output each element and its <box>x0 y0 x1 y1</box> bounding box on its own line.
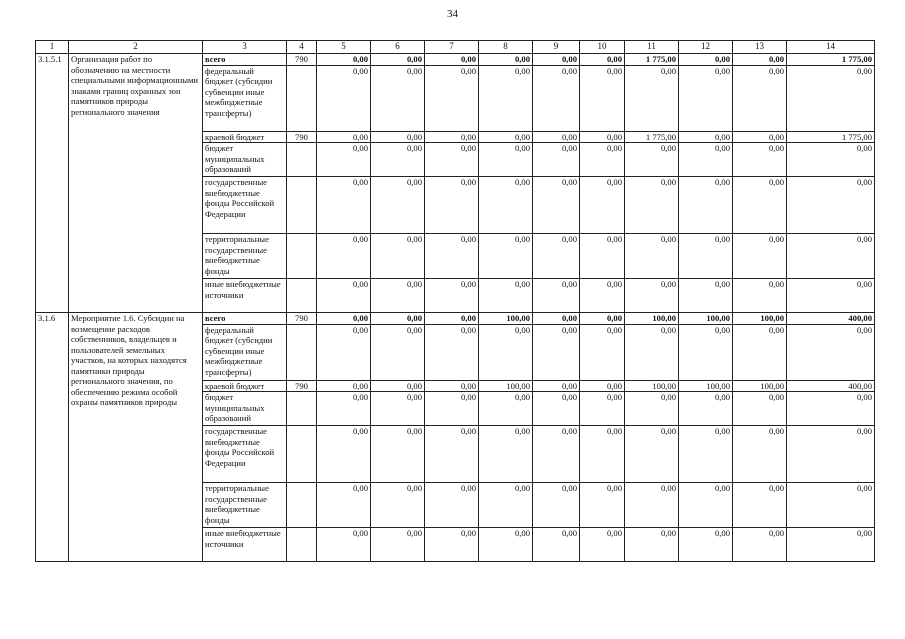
header-cell: 11 <box>625 41 679 54</box>
header-cell: 8 <box>479 41 533 54</box>
amount-cell: 0,00 <box>479 131 533 143</box>
amount-cell: 0,00 <box>425 380 479 392</box>
amount-cell: 0,00 <box>580 65 625 131</box>
amount-cell: 0,00 <box>425 392 479 426</box>
amount-cell: 0,00 <box>580 483 625 528</box>
amount-cell: 0,00 <box>371 143 425 177</box>
amount-cell: 0,00 <box>679 54 733 66</box>
amount-cell: 0,00 <box>733 279 787 313</box>
amount-cell: 0,00 <box>479 279 533 313</box>
amount-cell: 0,00 <box>580 528 625 562</box>
amount-cell: 0,00 <box>733 483 787 528</box>
amount-cell: 0,00 <box>425 143 479 177</box>
amount-cell: 0,00 <box>371 65 425 131</box>
budget-code <box>287 483 317 528</box>
amount-cell: 0,00 <box>733 426 787 483</box>
budget-code <box>287 143 317 177</box>
amount-cell: 0,00 <box>533 528 580 562</box>
budget-code <box>287 426 317 483</box>
amount-cell: 0,00 <box>371 380 425 392</box>
measure-index: 3.1.6 <box>36 313 69 562</box>
header-row <box>36 41 875 54</box>
amount-cell: 0,00 <box>679 177 733 234</box>
header-cell: 9 <box>533 41 580 54</box>
amount-cell: 0,00 <box>733 177 787 234</box>
amount-cell: 0,00 <box>625 324 679 380</box>
budget-code <box>287 528 317 562</box>
amount-cell: 0,00 <box>479 324 533 380</box>
measure-index: 3.1.5.1 <box>36 54 69 313</box>
amount-cell: 0,00 <box>425 234 479 279</box>
amount-cell: 0,00 <box>733 528 787 562</box>
page-number: 34 <box>447 8 458 20</box>
amount-cell: 0,00 <box>371 54 425 66</box>
amount-cell: 0,00 <box>479 392 533 426</box>
amount-cell: 0,00 <box>625 483 679 528</box>
budget-code <box>287 392 317 426</box>
header-cell: 13 <box>733 41 787 54</box>
amount-cell: 0,00 <box>679 392 733 426</box>
amount-cell: 0,00 <box>625 426 679 483</box>
amount-cell: 0,00 <box>580 313 625 325</box>
amount-cell: 0,00 <box>317 131 371 143</box>
budget-code: 790 <box>287 131 317 143</box>
amount-cell: 0,00 <box>679 426 733 483</box>
amount-cell: 0,00 <box>733 324 787 380</box>
budget-code <box>287 234 317 279</box>
amount-cell: 0,00 <box>425 313 479 325</box>
amount-cell: 0,00 <box>625 279 679 313</box>
amount-cell: 0,00 <box>371 426 425 483</box>
header-cell: 3 <box>203 41 287 54</box>
amount-cell: 0,00 <box>425 54 479 66</box>
amount-cell: 0,00 <box>371 234 425 279</box>
measure-name: Мероприятие 1.6. Субсидии на возмещение расходов собственников, владельцев и пользователей земельных участков, на которых находятся памятники природы регионального значения, по обеспечению режима особой охраны памятников природы <box>69 313 203 562</box>
measure-name: Организация работ по обозначению на местности специальными информационными знаками границ охранных зон памятников природы регионального значения <box>69 54 203 313</box>
amount-cell: 0,00 <box>533 65 580 131</box>
amount-cell: 0,00 <box>580 426 625 483</box>
amount-cell: 0,00 <box>533 143 580 177</box>
amount-cell: 0,00 <box>787 392 875 426</box>
amount-cell: 0,00 <box>679 131 733 143</box>
amount-cell: 0,00 <box>371 279 425 313</box>
header-cell: 4 <box>287 41 317 54</box>
amount-cell: 0,00 <box>580 380 625 392</box>
amount-cell: 0,00 <box>733 234 787 279</box>
amount-cell: 0,00 <box>679 143 733 177</box>
amount-cell: 0,00 <box>317 279 371 313</box>
amount-cell: 0,00 <box>679 528 733 562</box>
funding-source: краевой бюджет <box>203 131 287 143</box>
amount-cell: 0,00 <box>371 177 425 234</box>
amount-cell: 0,00 <box>580 392 625 426</box>
amount-cell: 0,00 <box>625 392 679 426</box>
amount-cell: 0,00 <box>679 483 733 528</box>
amount-cell: 0,00 <box>679 279 733 313</box>
amount-cell: 100,00 <box>733 380 787 392</box>
amount-cell: 0,00 <box>533 177 580 234</box>
header-cell: 5 <box>317 41 371 54</box>
amount-cell: 0,00 <box>733 131 787 143</box>
table-row <box>36 54 875 66</box>
funding-source: федеральный бюджет (субсидии субвенции иные межбюджетные трансферты) <box>203 65 287 131</box>
amount-cell: 1 775,00 <box>625 131 679 143</box>
amount-cell: 0,00 <box>425 324 479 380</box>
amount-cell: 0,00 <box>580 54 625 66</box>
amount-cell: 0,00 <box>425 483 479 528</box>
amount-cell: 0,00 <box>733 392 787 426</box>
budget-code: 790 <box>287 54 317 66</box>
amount-cell: 0,00 <box>787 177 875 234</box>
amount-cell: 0,00 <box>533 234 580 279</box>
amount-cell: 0,00 <box>625 143 679 177</box>
amount-cell: 0,00 <box>371 392 425 426</box>
amount-cell: 0,00 <box>479 528 533 562</box>
funding-source: краевой бюджет <box>203 380 287 392</box>
funding-source: бюджет муниципальных образований <box>203 392 287 426</box>
amount-cell: 1 775,00 <box>625 54 679 66</box>
budget-code <box>287 65 317 131</box>
amount-cell: 0,00 <box>580 143 625 177</box>
header-cell: 12 <box>679 41 733 54</box>
amount-cell: 0,00 <box>580 234 625 279</box>
amount-cell: 0,00 <box>580 324 625 380</box>
header-cell: 7 <box>425 41 479 54</box>
amount-cell: 0,00 <box>533 380 580 392</box>
amount-cell: 0,00 <box>317 54 371 66</box>
amount-cell: 0,00 <box>317 177 371 234</box>
amount-cell: 0,00 <box>317 392 371 426</box>
amount-cell: 0,00 <box>425 177 479 234</box>
amount-cell: 0,00 <box>580 177 625 234</box>
amount-cell: 0,00 <box>371 324 425 380</box>
amount-cell: 0,00 <box>580 131 625 143</box>
amount-cell: 0,00 <box>533 54 580 66</box>
amount-cell: 0,00 <box>317 65 371 131</box>
funding-source: государственные внебюджетные фонды Российской Федерации <box>203 177 287 234</box>
header-cell: 1 <box>36 41 69 54</box>
amount-cell: 0,00 <box>787 426 875 483</box>
amount-cell: 400,00 <box>787 380 875 392</box>
amount-cell: 0,00 <box>479 54 533 66</box>
budget-code <box>287 279 317 313</box>
funding-source: всего <box>203 54 287 66</box>
header-cell: 2 <box>69 41 203 54</box>
amount-cell: 0,00 <box>479 65 533 131</box>
amount-cell: 100,00 <box>679 380 733 392</box>
amount-cell: 0,00 <box>625 65 679 131</box>
amount-cell: 0,00 <box>371 131 425 143</box>
amount-cell: 0,00 <box>533 392 580 426</box>
amount-cell: 0,00 <box>533 313 580 325</box>
budget-code: 790 <box>287 313 317 325</box>
amount-cell: 100,00 <box>625 380 679 392</box>
amount-cell: 0,00 <box>317 426 371 483</box>
amount-cell: 0,00 <box>425 426 479 483</box>
amount-cell: 0,00 <box>625 234 679 279</box>
amount-cell: 0,00 <box>317 143 371 177</box>
amount-cell: 0,00 <box>787 279 875 313</box>
amount-cell: 0,00 <box>317 380 371 392</box>
amount-cell: 0,00 <box>580 279 625 313</box>
amount-cell: 0,00 <box>733 54 787 66</box>
amount-cell: 0,00 <box>533 131 580 143</box>
funding-source: государственные внебюджетные фонды Российской Федерации <box>203 426 287 483</box>
amount-cell: 0,00 <box>425 131 479 143</box>
funding-source: всего <box>203 313 287 325</box>
amount-cell: 100,00 <box>625 313 679 325</box>
amount-cell: 1 775,00 <box>787 54 875 66</box>
amount-cell: 0,00 <box>787 528 875 562</box>
amount-cell: 0,00 <box>479 177 533 234</box>
funding-source: территориальные государственные внебюджетные фонды <box>203 483 287 528</box>
amount-cell: 400,00 <box>787 313 875 325</box>
amount-cell: 0,00 <box>533 324 580 380</box>
amount-cell: 0,00 <box>787 324 875 380</box>
amount-cell: 0,00 <box>371 313 425 325</box>
budget-code <box>287 177 317 234</box>
amount-cell: 0,00 <box>787 234 875 279</box>
funding-source: бюджет муниципальных образований <box>203 143 287 177</box>
amount-cell: 0,00 <box>371 483 425 528</box>
header-cell: 14 <box>787 41 875 54</box>
budget-table <box>35 40 875 562</box>
amount-cell: 0,00 <box>787 143 875 177</box>
funding-source: иные внебюджетные источники <box>203 279 287 313</box>
amount-cell: 0,00 <box>787 483 875 528</box>
amount-cell: 0,00 <box>733 65 787 131</box>
amount-cell: 100,00 <box>733 313 787 325</box>
amount-cell: 0,00 <box>533 426 580 483</box>
amount-cell: 0,00 <box>317 324 371 380</box>
amount-cell: 0,00 <box>479 234 533 279</box>
amount-cell: 0,00 <box>479 143 533 177</box>
amount-cell: 1 775,00 <box>787 131 875 143</box>
amount-cell: 100,00 <box>679 313 733 325</box>
funding-source: территориальные государственные внебюджетные фонды <box>203 234 287 279</box>
header-cell: 10 <box>580 41 625 54</box>
amount-cell: 0,00 <box>425 279 479 313</box>
table-row <box>36 313 875 325</box>
header-cell: 6 <box>371 41 425 54</box>
amount-cell: 0,00 <box>787 65 875 131</box>
amount-cell: 0,00 <box>679 234 733 279</box>
amount-cell: 0,00 <box>533 483 580 528</box>
amount-cell: 0,00 <box>733 143 787 177</box>
amount-cell: 0,00 <box>371 528 425 562</box>
budget-code <box>287 324 317 380</box>
amount-cell: 100,00 <box>479 313 533 325</box>
amount-cell: 0,00 <box>625 177 679 234</box>
amount-cell: 100,00 <box>479 380 533 392</box>
amount-cell: 0,00 <box>625 528 679 562</box>
amount-cell: 0,00 <box>425 65 479 131</box>
funding-source: иные внебюджетные источники <box>203 528 287 562</box>
amount-cell: 0,00 <box>317 483 371 528</box>
amount-cell: 0,00 <box>479 483 533 528</box>
amount-cell: 0,00 <box>317 528 371 562</box>
amount-cell: 0,00 <box>679 324 733 380</box>
budget-code: 790 <box>287 380 317 392</box>
funding-source: федеральный бюджет (субсидии субвенции иные межбюджетные трансферты) <box>203 324 287 380</box>
amount-cell: 0,00 <box>425 528 479 562</box>
amount-cell: 0,00 <box>533 279 580 313</box>
amount-cell: 0,00 <box>479 426 533 483</box>
amount-cell: 0,00 <box>679 65 733 131</box>
amount-cell: 0,00 <box>317 234 371 279</box>
amount-cell: 0,00 <box>317 313 371 325</box>
